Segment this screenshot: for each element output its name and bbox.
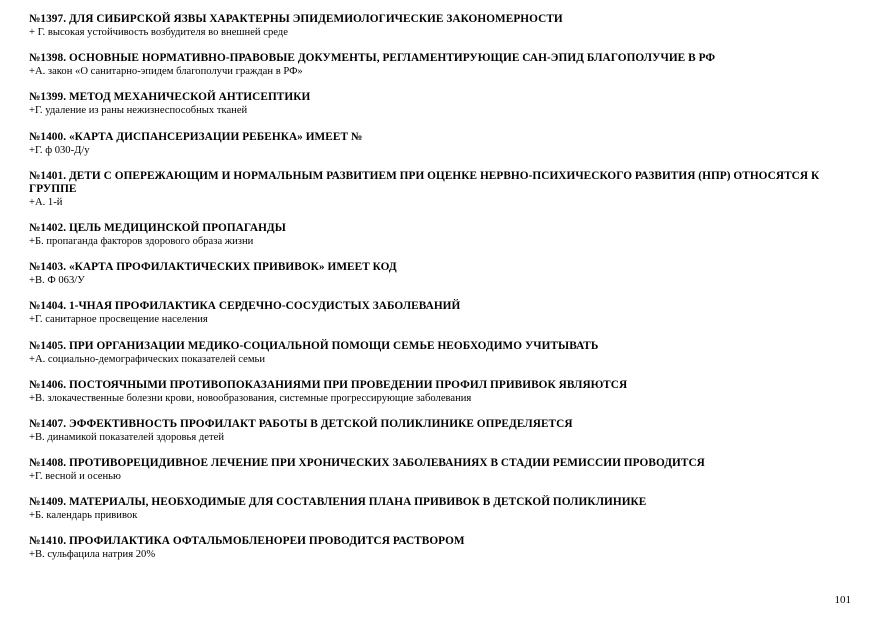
- question-item: [29, 52, 851, 78]
- question-text: №1401. ДЕТИ С ОПЕРЕЖАЮЩИМ И НОРМАЛЬНЫМ РАЗВИТИЕМ ПРИ ОЦЕНКЕ НЕРВНО-ПСИХИЧЕСКОГО РАЗВИТИЯ (НПР) ОТНОСЯТСЯ К ГРУППЕ: [29, 169, 820, 195]
- question-item: [29, 131, 851, 157]
- answer-text: +В. динамикой показателей здоровья детей: [29, 431, 224, 443]
- question-item: [29, 300, 851, 326]
- answer-text: +Б. календарь прививок: [29, 510, 138, 522]
- question-item: [29, 91, 851, 117]
- question-item: [29, 13, 851, 39]
- question-item: [29, 170, 851, 209]
- answer-text: +Г. удаление из раны нежизнеспособных тканей: [29, 105, 248, 117]
- question-text: №1397. ДЛЯ СИБИРСКОЙ ЯЗВЫ ХАРАКТЕРНЫ ЭПИДЕМИОЛОГИЧЕСКИЕ ЗАКОНОМЕРНОСТИ: [29, 13, 563, 25]
- question-item: [29, 457, 851, 483]
- answer-text: +Б. пропаганда факторов здорового образа жизни: [29, 235, 254, 247]
- answer-text: + Г. высокая устойчивость возбудителя во внешней среде: [29, 27, 288, 38]
- question-item: [29, 340, 851, 366]
- question-text: №1400. «КАРТА ДИСПАНСЕРИЗАЦИИ РЕБЕНКА» ИМЕЕТ №: [29, 130, 363, 143]
- answer-text: +Г. ф 030-Д/у: [29, 144, 90, 156]
- question-text: №1410. ПРОФИЛАКТИКА ОФТАЛЬМОБЛЕНОРЕИ ПРОВОДИТСЯ РАСТВОРОМ: [29, 535, 465, 548]
- question-item: [29, 535, 851, 561]
- question-text: №1399. МЕТОД МЕХАНИЧЕСКОЙ АНТИСЕПТИКИ: [29, 91, 311, 104]
- question-text: №1405. ПРИ ОРГАНИЗАЦИИ МЕДИКО-СОЦИАЛЬНОЙ ПОМОЩИ СЕМЬЕ НЕОБХОДИМО УЧИТЫВАТЬ: [29, 339, 599, 352]
- answer-text: +А. 1-й: [29, 196, 63, 208]
- question-text: №1406. ПОСТОЯЧНЫМИ ПРОТИВОПОКАЗАНИЯМИ ПРИ ПРОВЕДЕНИИ ПРОФИЛ ПРИВИВОК ЯВЛЯЮТСЯ: [29, 378, 628, 391]
- question-text: №1403. «КАРТА ПРОФИЛАКТИЧЕСКИХ ПРИВИВОК» ИМЕЕТ КОД: [29, 261, 397, 274]
- question-text: №1409. МАТЕРИАЛЫ, НЕОБХОДИМЫЕ ДЛЯ СОСТАВЛЕНИЯ ПЛАНА ПРИВИВОК В ДЕТСКОЙ ПОЛИКЛИНИКЕ: [29, 496, 647, 509]
- question-item: [29, 261, 851, 287]
- question-list: [29, 13, 851, 575]
- question-text: №1407. ЭФФЕКТИВНОСТЬ ПРОФИЛАКТ РАБОТЫ В ДЕТСКОЙ ПОЛИКЛИНИКЕ ОПРЕДЕЛЯЕТСЯ: [29, 417, 573, 430]
- question-text: №1408. ПРОТИВОРЕЦИДИВНОЕ ЛЕЧЕНИЕ ПРИ ХРОНИЧЕСКИХ ЗАБОЛЕВАНИЯХ В СТАДИИ РЕМИССИИ ПРОВОДИТСЯ: [29, 457, 705, 470]
- answer-text: +А. социально-демографических показателей семьи: [29, 353, 266, 365]
- question-item: [29, 496, 851, 522]
- question-text: №1402. ЦЕЛЬ МЕДИЦИНСКОЙ ПРОПАГАНДЫ: [29, 221, 286, 234]
- question-text: №1404. 1-ЧНАЯ ПРОФИЛАКТИКА СЕРДЕЧНО-СОСУДИСТЫХ ЗАБОЛЕВАНИЙ: [29, 300, 461, 313]
- answer-text: +В. сульфацила натрия 20%: [29, 549, 156, 561]
- answer-text: +В. злокачественные болезни крови, новообразования, системные прогрессирующие заболевания: [29, 392, 472, 404]
- page-number: 101: [834, 594, 851, 606]
- answer-text: +Г. весной и осенью: [29, 471, 121, 483]
- question-item: [29, 379, 851, 405]
- answer-text: +А. закон «О санитарно-эпидем благополучи граждан в РФ»: [29, 66, 303, 78]
- question-item: [29, 418, 851, 444]
- answer-text: +Г. санитарное просвещение населения: [29, 314, 208, 326]
- question-text: №1398. ОСНОВНЫЕ НОРМАТИВНО-ПРАВОВЫЕ ДОКУМЕНТЫ, РЕГЛАМЕНТИРУЮЩИЕ САН-ЭПИД БЛАГОПОЛУЧИЕ В РФ: [29, 52, 716, 65]
- answer-text: +В. Ф 063/У: [29, 275, 85, 287]
- question-item: [29, 222, 851, 248]
